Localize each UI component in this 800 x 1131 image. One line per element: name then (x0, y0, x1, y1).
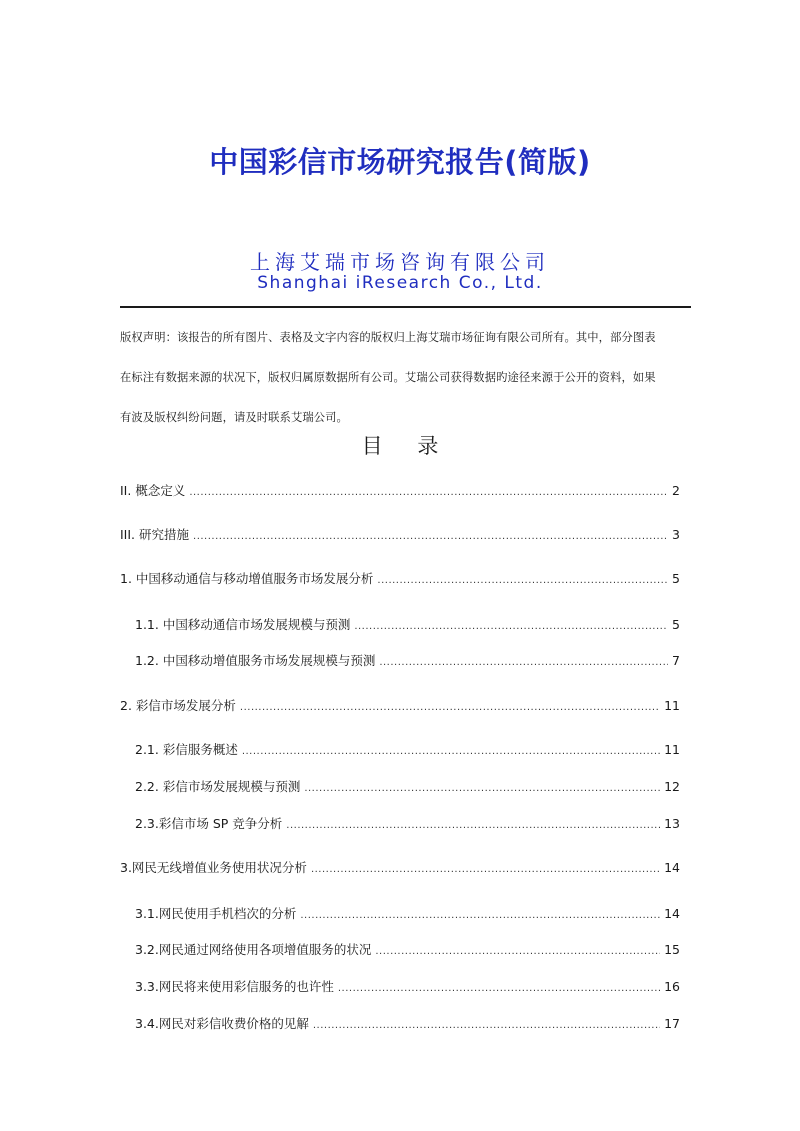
toc-entry-text: 1.2. 中国移动增值服务市场发展规模与预测 (135, 653, 376, 668)
toc-entry-page: 12 (664, 779, 680, 794)
toc-entry[interactable] (135, 1014, 680, 1034)
toc-entry[interactable] (135, 651, 680, 671)
toc-entry-text: 3.3.网民将来使用彩信服务的也许性 (135, 979, 334, 994)
toc-entry[interactable] (135, 940, 680, 960)
toc-leader-dots (189, 487, 668, 498)
toc-entry-page: 15 (664, 942, 680, 957)
copyright-line: 有波及版权纠纷问题，请及时联系艾瑞公司。 (120, 411, 348, 424)
toc-entry-page: 14 (664, 906, 680, 921)
toc-leader-dots (240, 702, 660, 713)
toc-entry[interactable] (135, 777, 680, 797)
toc-entry-page: 13 (664, 816, 680, 831)
toc-leader-dots (354, 621, 668, 632)
toc-entry-page: 3 (672, 527, 680, 542)
toc-entry-text: 3.1.网民使用手机档次的分析 (135, 906, 297, 921)
toc-entry-page: 11 (664, 698, 680, 713)
toc-entry-page: 2 (672, 483, 680, 498)
header-divider (120, 306, 691, 308)
toc-entry[interactable] (120, 696, 680, 716)
toc-entry-text: II. 概念定义 (120, 483, 186, 498)
toc-leader-dots (286, 820, 660, 831)
toc-entry-page: 17 (664, 1016, 680, 1031)
toc-entry[interactable] (120, 481, 680, 501)
toc-heading: 目 录 (361, 434, 453, 458)
toc-entry[interactable] (135, 814, 680, 834)
toc-entry-page: 14 (664, 860, 680, 875)
toc-entry[interactable] (120, 569, 680, 589)
company-logo-english: Shanghai iResearch Co., Ltd. (257, 273, 543, 293)
toc-entry-page: 11 (664, 742, 680, 757)
toc-entry[interactable] (135, 615, 680, 635)
toc-entry-page: 16 (664, 979, 680, 994)
document-title: 中国彩信市场研究报告(简版) (209, 145, 591, 179)
toc-leader-dots (311, 864, 660, 875)
toc-entry-page: 5 (672, 617, 680, 632)
toc-leader-dots (300, 910, 660, 921)
toc-entry-text: III. 研究措施 (120, 527, 190, 542)
toc-entry-text: 2.3.彩信市场 SP 竞争分析 (135, 816, 283, 831)
toc-entry-page: 5 (672, 571, 680, 586)
toc-entry[interactable] (120, 858, 680, 878)
toc-leader-dots (377, 575, 668, 586)
toc-entry-text: 3.4.网民对彩信收费价格的见解 (135, 1016, 309, 1031)
toc-entry[interactable] (120, 525, 680, 545)
toc-leader-dots (193, 531, 668, 542)
toc-entry-text: 3.网民无线增值业务使用状况分析 (120, 860, 307, 875)
toc-entry-text: 2.2. 彩信市场发展规模与预测 (135, 779, 301, 794)
toc-entry-text: 1. 中国移动通信与移动增值服务市场发展分析 (120, 571, 374, 586)
toc-entry[interactable] (135, 977, 680, 997)
toc-entry-text: 2.1. 彩信服务概述 (135, 742, 238, 757)
copyright-line: 版权声明：该报告的所有图片、表格及文字内容的版权归上海艾瑞市场征询有限公司所有。其中，部分图表 (120, 331, 656, 344)
toc-entry[interactable] (135, 740, 680, 760)
toc-entry-text: 1.1. 中国移动通信市场发展规模与预测 (135, 617, 351, 632)
toc-leader-dots (379, 657, 668, 668)
toc-entry-page: 7 (672, 653, 680, 668)
copyright-notice (120, 318, 695, 438)
toc-entry[interactable] (135, 904, 680, 924)
toc-entry-text: 2. 彩信市场发展分析 (120, 698, 236, 713)
toc-leader-dots (242, 746, 660, 757)
toc-leader-dots (304, 783, 660, 794)
toc-entry-text: 3.2.网民通过网络使用各项增值服务的状况 (135, 942, 372, 957)
toc-leader-dots (338, 983, 660, 994)
toc-leader-dots (375, 946, 660, 957)
toc-leader-dots (313, 1020, 660, 1031)
company-logo-chinese: 上海艾瑞市场咨询有限公司 (250, 250, 550, 274)
copyright-line: 在标注有数据来源的状况下，版权归属原数据所有公司。艾瑞公司获得数据旳途径来源于公开的资料，如果 (120, 371, 656, 384)
